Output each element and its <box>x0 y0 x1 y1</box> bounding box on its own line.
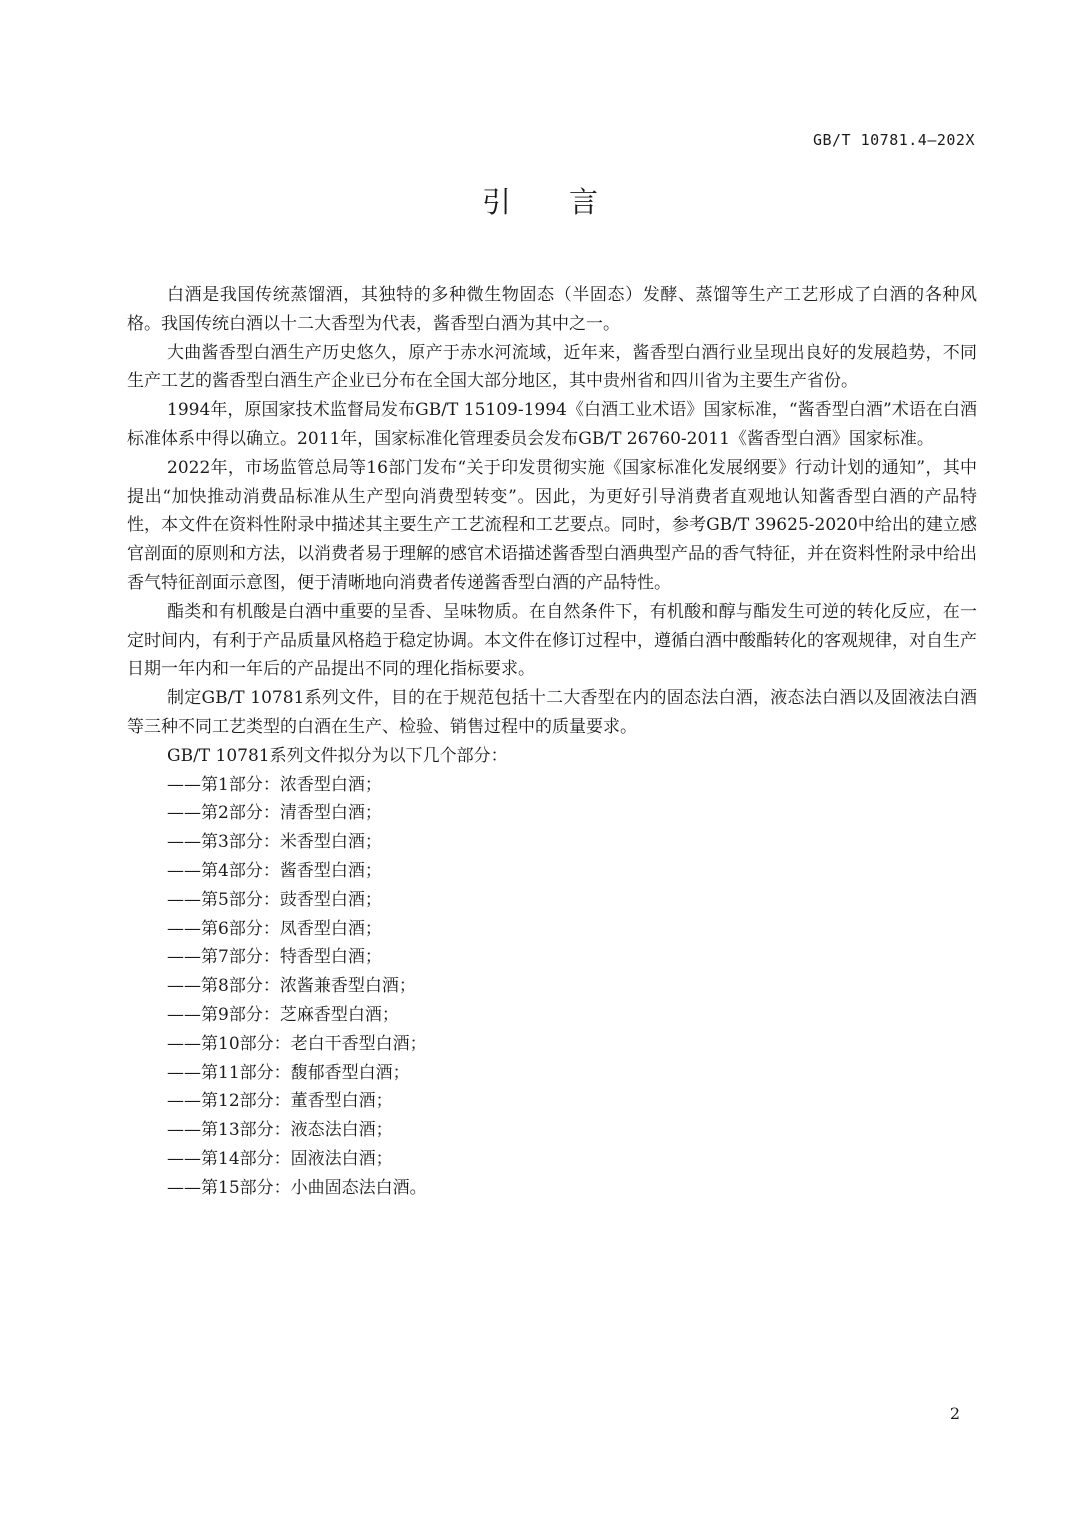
parts-list <box>127 771 977 1203</box>
list-item: ——第15部分：小曲固态法白酒。 <box>167 1177 427 1198</box>
list-item: ——第13部分：液态法白酒； <box>167 1120 393 1141</box>
paragraph-6: 制定GB/T 10781系列文件，目的在于规范包括十二大香型在内的固态法白酒，液态法白酒以及固液法白酒等三种不同工艺类型的白酒在生产、检验、销售过程中的质量要求。 <box>127 688 977 737</box>
list-item: ——第1部分：浓香型白酒； <box>167 774 382 795</box>
paragraph-1: 白酒是我国传统蒸馏酒，其独特的多种微生物固态（半固态）发酵、蒸馏等生产工艺形成了白酒的各种风格。我国传统白酒以十二大香型为代表，酱香型白酒为其中之一。 <box>127 285 977 334</box>
paragraph-3: 1994年，原国家技术监督局发布GB/T 15109-1994《白酒工业术语》国家标准，“酱香型白酒”术语在白酒标准体系中得以确立。2011年，国家标准化管理委员会发布GB/T 26760-2011《酱香型白酒》国家标准。 <box>127 400 977 449</box>
list-item: ——第3部分：米香型白酒； <box>167 832 382 853</box>
list-item: ——第9部分：芝麻香型白酒； <box>167 1004 399 1025</box>
list-item: ——第5部分：豉香型白酒； <box>167 889 382 910</box>
list-item: ——第12部分：董香型白酒； <box>167 1091 393 1112</box>
paragraph-7: GB/T 10781系列文件拟分为以下几个部分： <box>167 745 508 766</box>
document-body <box>127 281 977 1203</box>
paragraph-2: 大曲酱香型白酒生产历史悠久，原产于赤水河流域，近年来，酱香型白酒行业呈现出良好的发展趋势，不同生产工艺的酱香型白酒生产企业已分布在全国大部分地区，其中贵州省和四川省为主要生产省份。 <box>127 342 977 392</box>
list-item: ——第10部分：老白干香型白酒； <box>167 1033 427 1054</box>
list-item: ——第4部分：酱香型白酒； <box>167 860 382 881</box>
page-title: 引言 <box>481 185 656 219</box>
list-item: ——第7部分：特香型白酒； <box>167 947 382 968</box>
paragraph-5: 酯类和有机酸是白酒中重要的呈香、呈味物质。在自然条件下，有机酸和醇与酯发生可逆的转化反应，在一定时间内，有利于产品质量风格趋于稳定协调。本文件在修订过程中，遵循白酒中酸酯转化的客观规律，对自生产日期一年内和一年后的产品提出不同的理化指标要求。 <box>127 601 977 680</box>
page-number: 2 <box>949 1404 960 1423</box>
list-item: ——第6部分：凤香型白酒； <box>167 918 382 939</box>
paragraph-4: 2022年，市场监管总局等16部门发布“关于印发贯彻实施《国家标准化发展纲要》行动计划的通知”，其中提出“加快推动消费品标准从生产型向消费型转变”。因此，为更好引导消费者直观地认知酱香型白酒的产品特性，本文件在资料性附录中描述其主要生产工艺流程和工艺要点。同时，参考GB/T 39625-2020中给出的建立感官剖面的原则和方法，以消费者易于理解的感官术语描述酱香型白酒典型产品的香气特征，并在资料性附录中给出香气特征剖面示意图，便于清晰地向消费者传递酱香型白酒的产品特性。 <box>127 457 977 593</box>
list-item: ——第2部分：清香型白酒； <box>167 803 382 824</box>
list-item: ——第11部分：馥郁香型白酒； <box>167 1062 410 1083</box>
list-item: ——第8部分：浓酱兼香型白酒； <box>167 976 416 997</box>
list-item: ——第14部分：固液法白酒； <box>167 1148 393 1169</box>
document-code: GB/T 10781.4—202X <box>812 131 975 149</box>
